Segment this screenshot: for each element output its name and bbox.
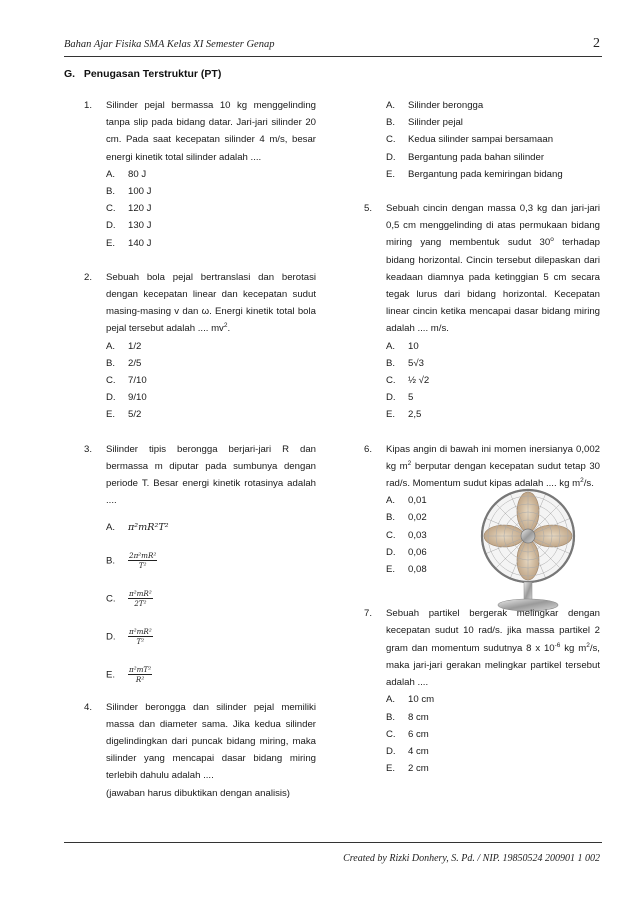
option-text: ½ √2	[408, 375, 430, 387]
section-title: G. Penugasan Terstruktur (PT)	[64, 68, 222, 80]
fraction-denominator: T²	[136, 637, 145, 647]
question-2	[84, 269, 316, 424]
question-number: 5.	[364, 203, 373, 215]
option-letter: E.	[106, 409, 116, 421]
question-3	[84, 441, 316, 689]
option	[106, 200, 316, 217]
fraction-numerator: π²mT²	[129, 665, 152, 675]
option-text: 9/10	[128, 392, 147, 404]
spacer	[106, 575, 316, 585]
option	[386, 726, 600, 743]
question-text	[386, 605, 600, 691]
electric-fan-image	[468, 486, 588, 614]
option	[386, 691, 600, 708]
option-letter: C.	[106, 375, 116, 387]
option-text: 2 cm	[408, 763, 429, 775]
option-text: 5/2	[128, 409, 142, 421]
spacer	[364, 183, 600, 200]
option-letter: A.	[386, 495, 396, 507]
page-number: 2	[593, 36, 600, 51]
superscript: 2	[586, 641, 590, 649]
question-4-options	[364, 97, 600, 183]
question-text: Silinder tipis berongga berjari-jari R dan bermassa m diputar pada sumbunya dengan periode T. Besar energi kinetik rotasinya adalah ....	[106, 443, 316, 507]
option	[106, 585, 316, 613]
question-number: 4.	[84, 701, 93, 713]
question-6	[364, 441, 600, 579]
option-letter: A.	[386, 694, 396, 706]
left-column	[84, 97, 316, 802]
spacer	[106, 537, 316, 547]
question-note: (jawaban harus dibuktikan dengan analisis)	[106, 787, 290, 799]
question-text-part: /s.	[583, 478, 594, 490]
superscript: 2	[580, 476, 584, 484]
option	[106, 183, 316, 200]
question-text-part: .	[227, 323, 231, 335]
superscript: o	[550, 236, 554, 244]
option	[386, 166, 600, 183]
fraction-denominator: 2T²	[134, 599, 147, 609]
option	[106, 547, 316, 575]
option-text: 1/2	[128, 340, 142, 352]
spacer	[84, 252, 316, 269]
option-letter: C.	[106, 593, 116, 605]
option-text: Silinder pejal	[408, 117, 463, 129]
option-letter: E.	[106, 237, 116, 249]
option	[386, 149, 600, 166]
question-text-part: Sebuah partikel bergerak melingkar dengan kecepatan sudut 10 rad/s. jika massa partikel 2 gram dan momentum sudutnya 8 x 10	[386, 608, 600, 654]
question-7	[364, 605, 600, 777]
option-text: Bergantung pada bahan silinder	[408, 151, 545, 163]
question-text	[106, 269, 316, 338]
option-text: 6 cm	[408, 728, 429, 740]
question-number: 2.	[84, 271, 93, 283]
option-letter: C.	[386, 375, 396, 387]
option-letter: C.	[386, 134, 396, 146]
question-4	[84, 699, 316, 802]
option-letter: B.	[106, 186, 116, 198]
option-text: 5√3	[408, 357, 424, 369]
option	[386, 97, 600, 114]
option-letter: D.	[106, 220, 116, 232]
option-fraction	[128, 589, 153, 608]
option-letter: D.	[386, 392, 396, 404]
option	[386, 389, 600, 406]
superscript: 2	[407, 459, 412, 467]
option	[386, 743, 600, 760]
option	[386, 338, 600, 355]
question-text-part: Sebuah cincin dengan massa 0,3 kg dan jari-jari 0,5 cm menggelinding di atas permukaan bidang miring yang membentuk sudut 30	[386, 203, 600, 249]
question-number: 6.	[364, 443, 373, 455]
option-text: 2/5	[128, 357, 142, 369]
option	[386, 114, 600, 131]
option-letter: A.	[386, 100, 396, 111]
option-text: 5	[408, 392, 414, 404]
option-text: 0,01	[408, 495, 427, 507]
option-text: Silinder berongga	[408, 100, 484, 111]
spacer	[364, 424, 600, 441]
option-letter: D.	[386, 745, 396, 757]
option-text: 2,5	[408, 409, 422, 421]
fraction-denominator: R²	[135, 675, 145, 685]
spacer	[106, 509, 316, 519]
option-letter: C.	[386, 728, 396, 740]
option-letter: E.	[386, 763, 396, 775]
right-column	[364, 97, 600, 777]
option	[106, 235, 316, 252]
question-text-part: kg m	[560, 642, 587, 654]
option-text: 4 cm	[408, 745, 429, 757]
footer-credit: Created by Rizki Donhery, S. Pd. / NIP. 19850524 200901 1 002	[343, 853, 600, 864]
options-list	[386, 338, 600, 424]
question-number: 3.	[84, 443, 93, 455]
fraction-numerator: π²mR²	[129, 589, 152, 599]
option	[386, 372, 600, 389]
footer-rule	[64, 842, 602, 843]
options-list	[106, 338, 316, 424]
option	[106, 519, 316, 536]
question-text	[386, 200, 600, 338]
fraction-numerator: 2π²mR²	[129, 551, 157, 561]
question-text-part: Sebuah bola pejal bertranslasi dan berotasi dengan kecepatan linear dan kecepatan sudut masing-masing v dan ω. Energi kinetik total bola pejal tersebut adalah .... mv	[106, 271, 316, 335]
option-letter: B.	[106, 555, 116, 567]
question-text-part: Kipas angin di bawah ini momen inersianya 0,002 kg m	[386, 443, 600, 472]
option-letter: B.	[386, 357, 396, 369]
options-list	[106, 166, 316, 252]
option	[386, 406, 600, 423]
option	[386, 709, 600, 726]
spacer	[106, 651, 316, 661]
option-letter: A.	[106, 340, 116, 352]
question-text	[386, 441, 600, 493]
superscript: -6	[554, 641, 561, 649]
option-letter: E.	[386, 168, 396, 180]
spacer	[84, 689, 316, 699]
option-text: 0,08	[408, 564, 427, 576]
header-title: Bahan Ajar Fisika SMA Kelas XI Semester Genap	[64, 39, 275, 50]
option	[386, 131, 600, 148]
option-letter: A.	[386, 340, 396, 352]
question-number: 1.	[84, 100, 93, 111]
option	[106, 389, 316, 406]
option	[106, 166, 316, 183]
header-rule	[64, 56, 602, 57]
options-list	[386, 691, 600, 777]
option	[386, 355, 600, 372]
option-letter: E.	[106, 669, 116, 681]
option	[106, 338, 316, 355]
option-letter: C.	[106, 203, 116, 215]
option-fraction	[128, 665, 152, 684]
options-with-figure	[386, 492, 600, 578]
option-text: 140 J	[128, 237, 152, 249]
option-letter: B.	[386, 117, 396, 129]
option-text: 120 J	[128, 203, 152, 215]
option-letter: C.	[386, 529, 396, 541]
fraction-denominator: T²	[138, 561, 147, 571]
option-letter: E.	[386, 564, 396, 576]
option-formula: π²mR²T²	[128, 522, 169, 534]
option	[106, 661, 316, 689]
option-text: 10	[408, 340, 419, 352]
question-text-part: terhadap bidang horizontal. Cincin tersebut dilepaskan dari keadaan diamnya pada ketinggian 5 cm secara tegak lurus dari bidang horizontal. Kecepatan linear cincin ketika mencapai dasar bidang miring adalah .... m/s.	[386, 237, 600, 335]
option	[106, 623, 316, 651]
option-letter: A.	[106, 168, 116, 180]
option-text: 7/10	[128, 375, 147, 387]
option-text: 0,03	[408, 529, 427, 541]
option	[386, 760, 600, 777]
option-letter: D.	[106, 392, 116, 404]
question-text: Silinder pejal bermassa 10 kg menggelinding tanpa slip pada bidang datar. Jari-jari silinder 20 cm. Pada saat kecepatan silinder 4 m/s, besar energi kinetik total silinder adalah ....	[106, 100, 316, 163]
option-text: 0,02	[408, 512, 427, 524]
option-text: Kedua silinder sampai bersamaan	[408, 134, 554, 146]
question-text: Silinder berongga dan silinder pejal memiliki massa dan diameter sama. Jika kedua silinder digelindingkan dari puncak bidang miring, maka silinder yang mencapai dasar bidang miring terlebih dahulu adalah ....	[106, 701, 316, 782]
option	[106, 406, 316, 423]
option-letter: D.	[106, 631, 116, 643]
option	[106, 372, 316, 389]
option-text: 80 J	[128, 168, 147, 180]
option-text: 100 J	[128, 186, 152, 198]
option-letter: B.	[386, 512, 396, 524]
option	[106, 355, 316, 372]
question-text-part: /s, maka jari-jari gerakan melingkar partikel tersebut adalah ....	[386, 642, 600, 689]
option-letter: B.	[106, 357, 116, 369]
option-text: Bergantung pada kemiringan bidang	[408, 168, 563, 180]
question-1	[84, 97, 316, 252]
superscript: 2	[223, 322, 228, 330]
option-text: 8 cm	[408, 711, 429, 723]
option-fraction	[128, 551, 157, 570]
question-number: 7.	[364, 608, 373, 620]
option-letter: A.	[106, 522, 116, 534]
option-letter: B.	[386, 711, 396, 723]
option-letter: D.	[386, 151, 396, 163]
option-letter: D.	[386, 546, 396, 558]
option-text: 130 J	[128, 220, 152, 232]
question-text-part: berputar dengan kecepatan sudut tetap 30 rad/s. Momentum sudut kipas adalah .... kg m	[386, 460, 600, 490]
option-text: 10 cm	[408, 694, 435, 706]
option	[106, 217, 316, 234]
fraction-numerator: π²mR²	[129, 627, 152, 637]
option-letter: E.	[386, 409, 396, 421]
option-fraction	[128, 627, 153, 646]
spacer	[106, 613, 316, 623]
question-5	[364, 200, 600, 424]
spacer	[84, 424, 316, 441]
option-text: 0,06	[408, 546, 427, 558]
